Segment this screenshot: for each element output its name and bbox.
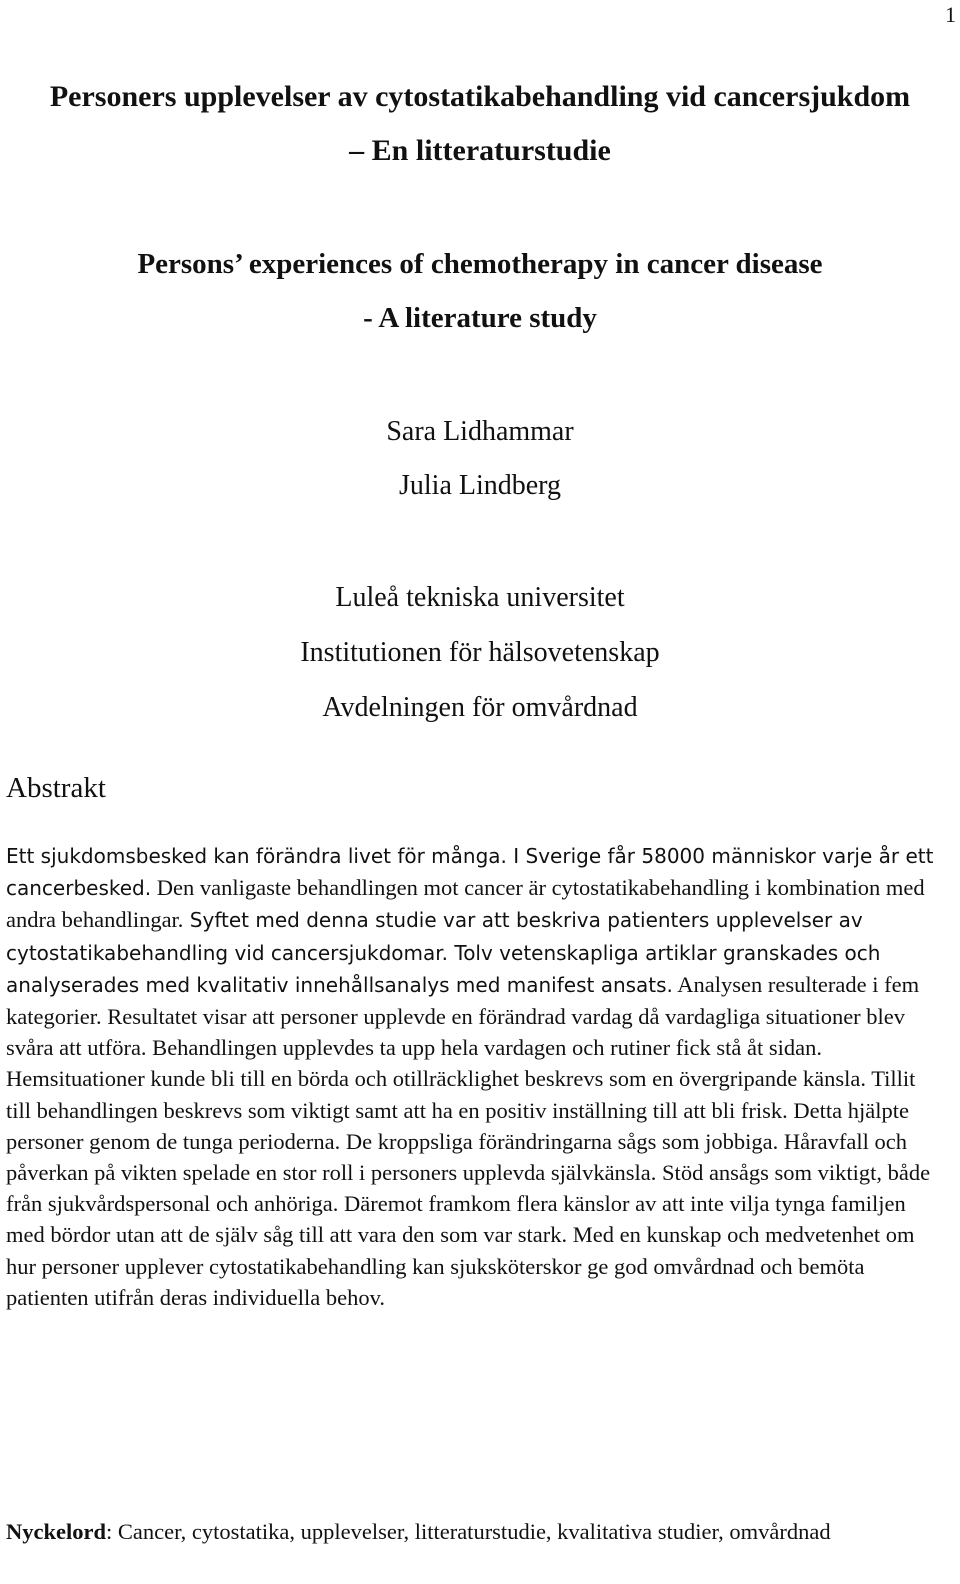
abstract-heading: Abstrakt <box>6 772 106 804</box>
author-name: Julia Lindberg <box>398 470 561 501</box>
page-number: 1 <box>945 2 956 27</box>
authors <box>0 405 960 513</box>
abstract-body <box>6 840 946 1313</box>
english-title-line1: Persons’ experiences of chemotherapy in cancer disease <box>137 248 823 280</box>
keywords-text: : Cancer, cytostatika, upplevelser, litteraturstudie, kvalitativa studier, omvårdnad <box>106 1519 831 1544</box>
abstract-text: Ett sjukdomsbesked kan förändra livet för många. I Sverige får 58000 människor varje år ett cancerbesked. <box>6 844 934 901</box>
swedish-title <box>0 70 960 178</box>
keywords-label: Nyckelord <box>6 1519 106 1544</box>
keywords <box>6 1516 946 1547</box>
abstract-text: Tolv vetenskapliga artiklar granskades och analyserades med kvalitativ innehållsanalys med manifest ansats. <box>6 940 881 997</box>
swedish-title-line2: – En litteraturstudie <box>349 134 611 167</box>
abstract-text: Analysen resulterade i fem kategorier. Resultatet visar att personer upplevde en förändrad vardag då vardagliga situationer blev svåra att utföra. Behandlingen upplevdes ta upp hela vardagen och rutiner fick stå åt sidan. Hemsituationer kunde bli till en börda och otillräcklighet beskrevs som en övergripande känsla. Tillit till behandlingen beskrevs som viktigt samt att ha en positiv inställning till att bli frisk. Detta hjälpte personer genom de tunga perioderna. De kroppsliga förändringarna sågs som jobbiga. Håravfall och påverkan på vikten spelade en stor roll i personers upplevda självkänsla. Stöd ansågs som viktigt, både från sjukvårdspersonal och anhöriga. Däremot framkom flera känslor av att inte vilja tynga familjen med bördor utan att de själv såg till att vara den som var stark. Med en kunskap och medvetenhet om hur personer upplever cytostatikabehandling kan sjuksköterskor ge god omvårdnad och bemöta patienten utifrån deras individuella behov. <box>6 971 931 1310</box>
abstract-text: Den vanligaste behandlingen mot cancer är cytostatikabehandling i kombination med andra behandlingar. <box>6 875 925 933</box>
abstract-text: Syftet med denna studie var att beskriva patienters upplevelser av cytostatikabehandling vid cancersjukdomar. <box>6 908 863 965</box>
affiliation <box>0 570 960 735</box>
department: Institutionen för hälsovetenskap <box>300 637 660 668</box>
swedish-title-line1: Personers upplevelser av cytostatikabehandling vid cancersjukdom <box>49 80 911 113</box>
university: Luleå tekniska universitet <box>335 582 625 613</box>
english-title <box>0 237 960 345</box>
author-name: Sara Lidhammar <box>386 416 574 447</box>
division: Avdelningen för omvårdnad <box>322 692 638 723</box>
english-title-line2: - A literature study <box>363 302 597 334</box>
